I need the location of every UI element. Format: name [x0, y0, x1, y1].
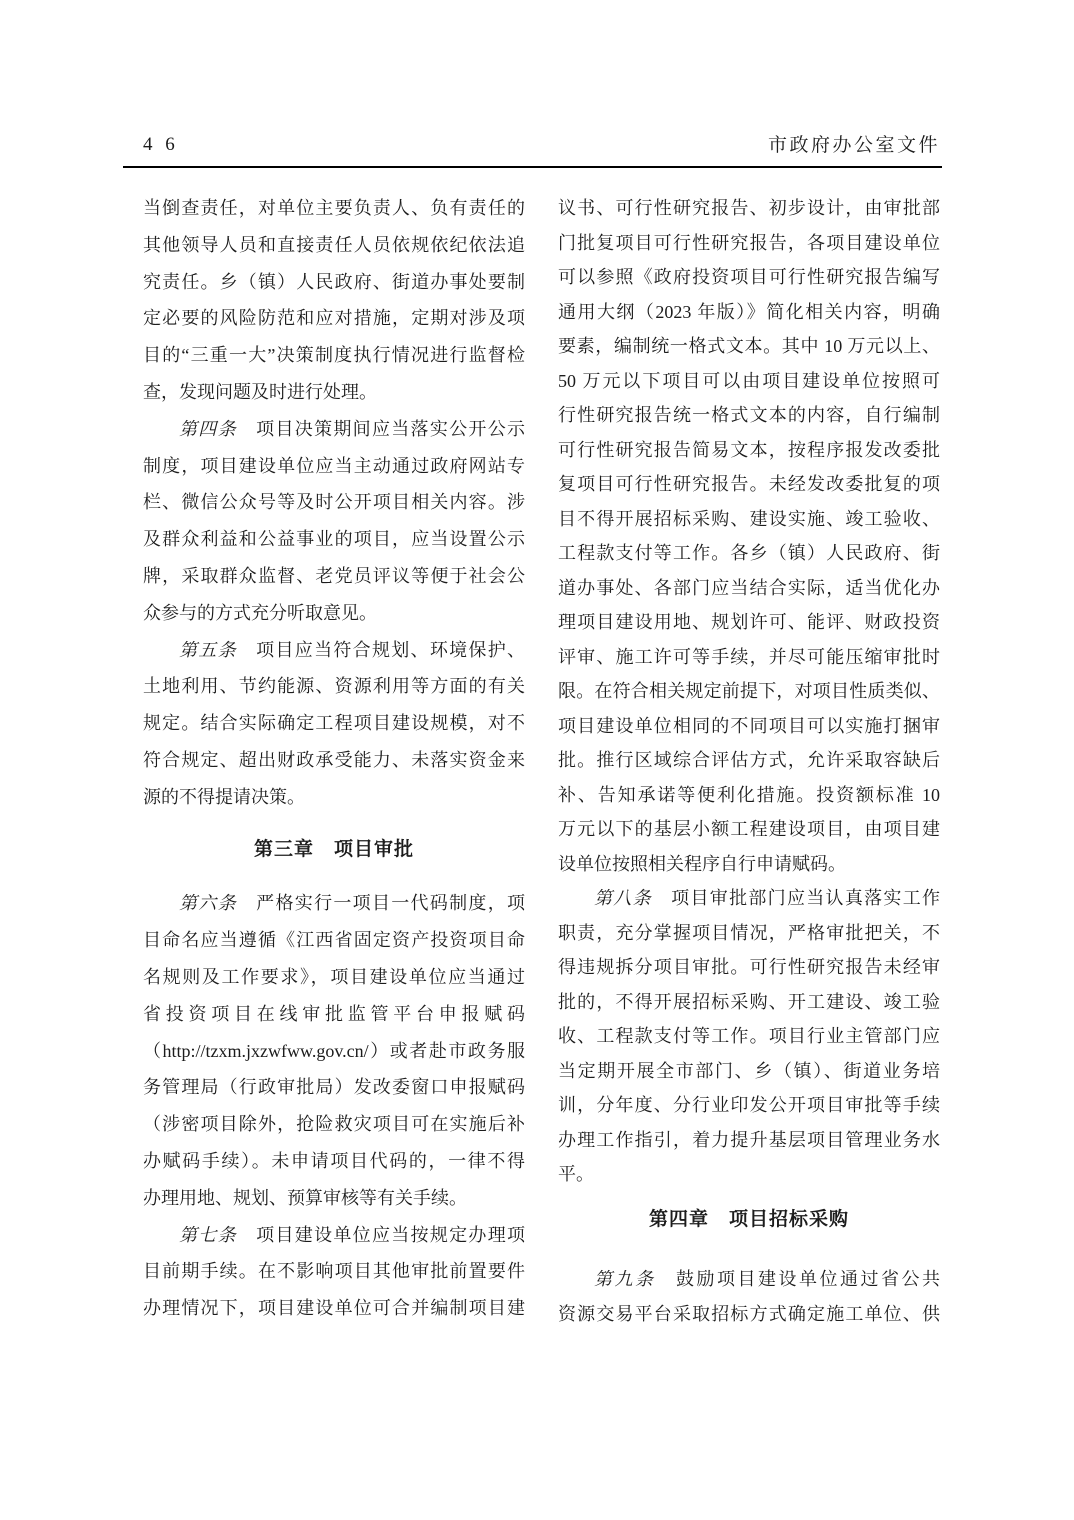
- chapter-heading: 第三章 项目审批: [253, 838, 414, 860]
- text-column-right: [558, 191, 940, 1331]
- text-line: 查，发现问题及时进行处理。: [143, 381, 377, 402]
- text-line: 第五条 项目应当符合规划、环境保护、: [179, 639, 526, 660]
- text-line: 收、工程款支付等工作。项目行业主管部门应: [558, 1026, 940, 1046]
- paragraph: [143, 885, 525, 1216]
- text-line: 牌，采取群众监督、老党员评议等便于社会公: [143, 565, 525, 586]
- text-line: 符合规定、超出财政承受能力、未落实资金来: [143, 749, 525, 770]
- text-column-left: [143, 190, 525, 1327]
- text-line: 平。: [558, 1164, 594, 1184]
- article-number: 第七条: [179, 1224, 237, 1245]
- article-number: 第八条: [594, 888, 652, 908]
- text-line: 第四条 项目决策期间应当落实公开公示: [179, 418, 526, 439]
- text-line: 名规则及工作要求》，项目建设单位应当通过: [143, 966, 525, 987]
- text-line: 制度，项目建设单位应当主动通过政府网站专: [143, 455, 525, 476]
- paragraph: [558, 1262, 940, 1331]
- header-rule: [123, 166, 942, 168]
- text-line: 办理工作指引，着力提升基层项目管理业务水: [558, 1129, 940, 1150]
- text-line: 评审、施工许可等手续，并尽可能压缩审批时: [558, 646, 940, 667]
- paragraph: [558, 191, 940, 881]
- text-line: 门批复项目可行性研究报告，各项目建设单位: [558, 232, 940, 253]
- text-line: （涉密项目除外，抢险救灾项目可在实施后补: [143, 1114, 525, 1135]
- text-line: 限。在符合相关规定前提下，对项目性质类似、: [558, 681, 940, 701]
- text-line: 办赋码手续）。未申请项目代码的，一律不得: [143, 1150, 525, 1171]
- text-line: 第九条 鼓励项目建设单位通过省公共: [594, 1269, 940, 1289]
- text-line: 务管理局（行政审批局）发改委窗口申报赋码: [143, 1077, 525, 1098]
- text-line: 第八条 项目审批部门应当认真落实工作: [594, 888, 941, 908]
- text-line: 理项目建设用地、规划许可、能评、财政投资: [558, 612, 940, 632]
- text-line: 及群众利益和公益事业的项目，应当设置公示: [143, 529, 525, 550]
- text-line: 补、告知承诺等便利化措施。投资额标准 10: [558, 784, 940, 805]
- text-line: 目不得开展招标采购、建设实施、竣工验收、: [558, 508, 940, 529]
- paragraph: [143, 411, 525, 632]
- text-line: 源的不得提请决策。: [143, 786, 305, 807]
- text-line: 其他领导人员和直接责任人员依规依纪依法追: [143, 234, 525, 255]
- text-line: 究责任。乡（镇）人民政府、街道办事处要制: [143, 271, 525, 292]
- text-line: 行性研究报告统一格式文本的内容，自行编制: [558, 405, 940, 425]
- text-line: 复项目可行性研究报告。未经发改委批复的项: [558, 474, 940, 494]
- text-line: 众参与的方式充分听取意见。: [143, 602, 377, 623]
- text-line: 议书、可行性研究报告、初步设计，由审批部: [558, 198, 940, 218]
- paragraph: [143, 1217, 525, 1327]
- text-line: 道办事处、各部门应当结合实际，适当优化办: [558, 577, 940, 598]
- text-line: 当倒查责任，对单位主要负责人、负有责任的: [143, 198, 525, 218]
- text-line: 第六条 严格实行一项目一代码制度，项: [179, 893, 526, 914]
- text-line: 批。推行区域综合评估方式，允许采取容缺后: [558, 750, 940, 770]
- text-line: 要素，编制统一格式文本。其中 10 万元以上、: [558, 336, 940, 356]
- text-line: 土地利用、节约能源、资源利用等方面的有关: [143, 676, 525, 697]
- text-line: 训，分年度、分行业印发公开项目审批等手续: [558, 1095, 940, 1115]
- text-line: 目前期手续。在不影响项目其他审批前置要件: [143, 1261, 525, 1282]
- text-line: 可以参照《政府投资项目可行性研究报告编写: [558, 267, 940, 287]
- page-number: 4 6: [143, 134, 179, 155]
- text-line: 规定。结合实际确定工程项目建设规模，对不: [143, 713, 525, 734]
- text-line: 职责，充分掌握项目情况，严格审批把关，不: [558, 922, 940, 943]
- text-line: 当定期开展全市部门、乡（镇）、街道业务培: [558, 1060, 940, 1081]
- text-line: 定必要的风险防范和应对措施，定期对涉及项: [143, 308, 525, 329]
- text-line: 目命名应当遵循《江西省固定资产投资项目命: [143, 930, 525, 951]
- header-title: 市政府办公室文件: [767, 135, 940, 156]
- text-line: 办理用地、规划、预算审核等有关手续。: [143, 1187, 467, 1208]
- text-line: 得违规拆分项目审批。可行性研究报告未经审: [558, 957, 940, 977]
- text-line: 第七条 项目建设单位应当按规定办理项: [179, 1224, 526, 1245]
- text-line: 批的，不得开展招标采购、开工建设、竣工验: [558, 991, 940, 1012]
- article-number: 第九条: [594, 1269, 656, 1289]
- text-line: 项目建设单位相同的不同项目可以实施打捆审: [558, 715, 940, 736]
- article-number: 第四条: [179, 418, 237, 439]
- text-line: （http://tzxm.jxzwfww.gov.cn/）或者赴市政务服: [143, 1040, 525, 1061]
- paragraph: [143, 190, 525, 411]
- chapter-heading: 第四章 项目招标采购: [648, 1208, 849, 1230]
- article-number: 第五条: [179, 639, 237, 660]
- text-line: 工程款支付等工作。各乡（镇）人民政府、街: [558, 543, 940, 563]
- text-line: 资源交易平台采取招标方式确定施工单位、供: [558, 1303, 940, 1324]
- paragraph: [143, 632, 525, 816]
- text-line: 通用大纲（2023 年版）》简化相关内容，明确: [558, 301, 940, 322]
- text-line: 省投资项目在线审批监管平台申报赋码: [143, 1003, 525, 1024]
- text-line: 设单位按照相关程序自行申请赋码。: [558, 853, 846, 874]
- paragraph: [558, 881, 940, 1192]
- text-line: 办理情况下，项目建设单位可合并编制项目建: [143, 1298, 525, 1319]
- text-line: 万元以下的基层小额工程建设项目，由项目建: [558, 819, 940, 839]
- text-line: 50 万元以下项目可以由项目建设单位按照可: [558, 370, 940, 391]
- text-line: 目的“三重一大”决策制度执行情况进行监督检: [143, 345, 525, 366]
- article-number: 第六条: [179, 893, 237, 914]
- text-line: 栏、微信公众号等及时公开项目相关内容。涉: [143, 492, 525, 513]
- text-line: 可行性研究报告简易文本，按程序报发改委批: [558, 439, 940, 460]
